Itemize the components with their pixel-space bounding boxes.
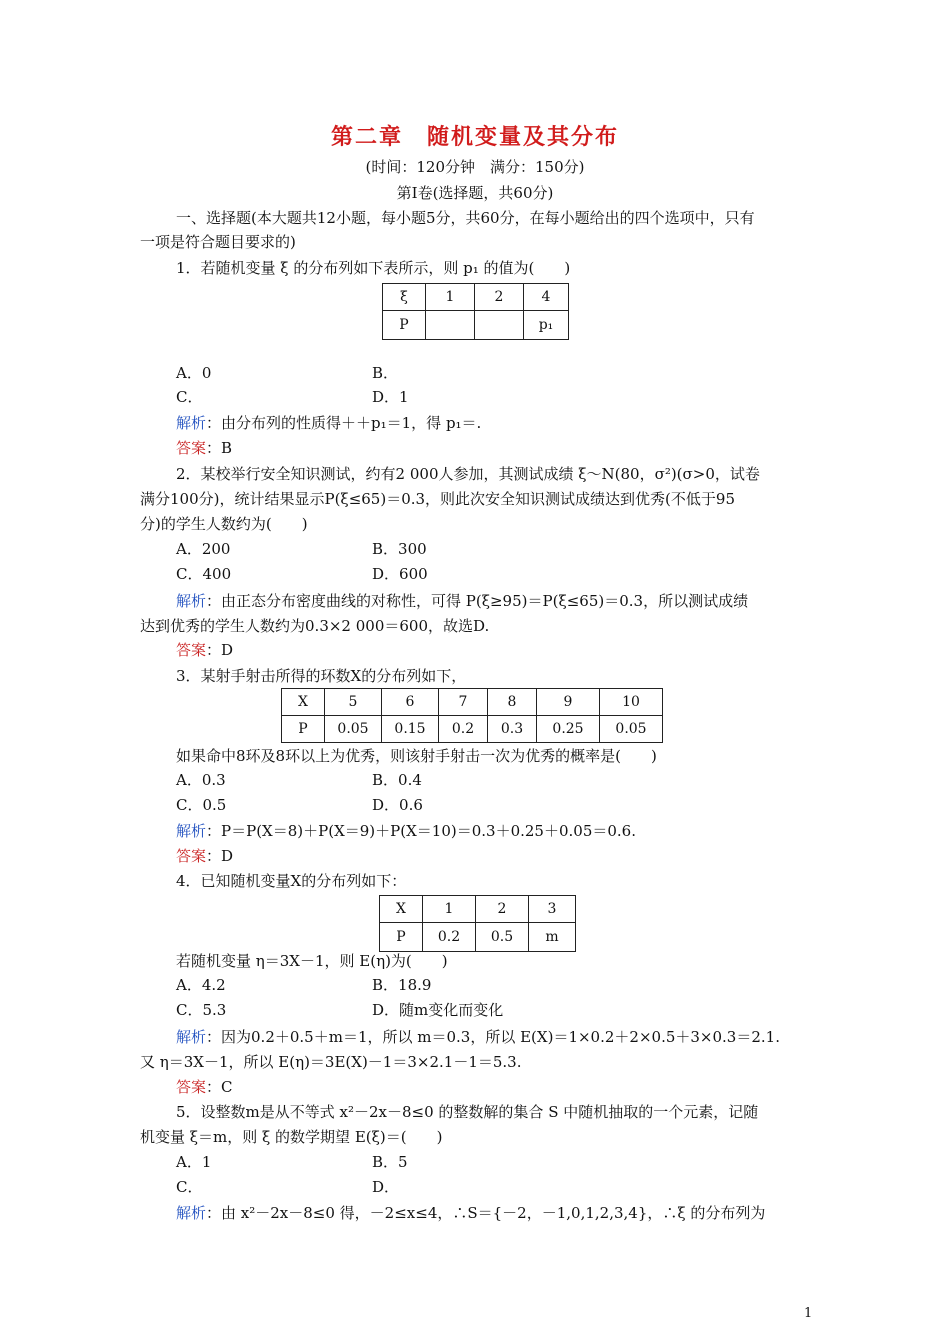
q3-option-b: B．0.4 — [372, 771, 422, 789]
table-cell: 2 — [475, 284, 524, 311]
q1-option-c: C． — [176, 388, 203, 406]
analysis-text: ：因为0.2＋0.5＋m＝1，所以 m＝0.3，所以 E(X)＝1×0.2＋2×0.5＋3×0.3＝2.1. — [206, 1028, 780, 1046]
analysis-text: ：由 x²－2x－8≤0 得，－2≤x≤4，∴S＝{－2，－1,0,1,2,3,4}，∴ξ 的分布列为 — [206, 1204, 766, 1222]
q4-option-c: C．5.3 — [176, 1001, 227, 1019]
table-cell: X — [282, 689, 325, 716]
q3-option-d: D．0.6 — [372, 796, 423, 814]
instruction-line-1: 一、选择题(本大题共12小题，每小题5分，共60分，在每小题给出的四个选项中，只有 — [176, 209, 755, 227]
q5-option-d: D． — [372, 1178, 400, 1196]
q4-answer — [176, 1075, 856, 1099]
answer-label: 答案 — [176, 847, 207, 865]
table-cell: ξ — [383, 284, 426, 311]
q2-option-a: A．200 — [176, 540, 231, 558]
answer-value: ：D — [206, 847, 234, 865]
answer-label: 答案 — [176, 439, 207, 457]
q3-answer — [176, 844, 856, 868]
question-4-text: 4．已知随机变量X的分布列如下： — [176, 872, 407, 890]
analysis-label: 解析 — [176, 1204, 207, 1222]
answer-value: ：D — [206, 641, 234, 659]
table-cell: 0.2 — [423, 923, 476, 952]
q2-option-d: D．600 — [372, 565, 428, 583]
q5-analysis — [176, 1201, 856, 1225]
table-cell: 2 — [476, 896, 529, 923]
table-cell: 0.15 — [382, 716, 439, 743]
question-4-prompt: 若随机变量 η＝3X－1，则 E(η)为( ) — [176, 952, 448, 970]
q2-analysis-line-2: 达到优秀的学生人数约为0.3×2 000＝600，故选D. — [140, 617, 490, 635]
q1-option-b: B． — [372, 364, 399, 382]
table-cell: p₁ — [524, 311, 569, 340]
analysis-label: 解析 — [176, 822, 207, 840]
q5-option-b: B．5 — [372, 1153, 408, 1171]
table-cell: X — [380, 896, 423, 923]
table-cell: 0.2 — [439, 716, 488, 743]
table-cell: 4 — [524, 284, 569, 311]
table-cell: 5 — [325, 689, 382, 716]
table-cell: 8 — [488, 689, 537, 716]
q2-option-b: B．300 — [372, 540, 427, 558]
question-2-line-2: 满分100分)，统计结果显示P(ξ≤65)＝0.3，则此次安全知识测试成绩达到优秀(不低于95 — [140, 490, 735, 508]
table-cell: 10 — [600, 689, 663, 716]
table-cell: P — [383, 311, 426, 340]
q3-analysis — [176, 819, 856, 843]
q1-answer — [176, 436, 856, 460]
section-title: 第Ⅰ卷(选择题，共60分) — [396, 184, 554, 202]
q1-option-a: A．0 — [176, 364, 212, 382]
table-cell: 0.5 — [476, 923, 529, 952]
table-cell: P — [282, 716, 325, 743]
question-3-prompt: 如果命中8环及8环以上为优秀，则该射手射击一次为优秀的概率是( ) — [176, 747, 657, 765]
q4-option-d: D．随m变化而变化 — [372, 1001, 504, 1019]
q1-analysis — [176, 411, 856, 435]
table-cell: 0.05 — [325, 716, 382, 743]
table-cell: 1 — [423, 896, 476, 923]
analysis-text: ：P＝P(X＝8)＋P(X＝9)＋P(X＝10)＝0.3＋0.25＋0.05＝0.6. — [206, 822, 636, 840]
q2-answer — [176, 638, 856, 662]
table-cell: 1 — [426, 284, 475, 311]
q4-analysis-line-1 — [176, 1025, 856, 1049]
page-number: 1 — [804, 1306, 813, 1321]
table-cell: 3 — [529, 896, 576, 923]
question-1-text: 1．若随机变量 ξ 的分布列如下表所示，则 p₁ 的值为( ) — [176, 259, 571, 277]
table-cell: 0.3 — [488, 716, 537, 743]
table-cell — [426, 311, 475, 340]
question-2-line-3: 分)的学生人数约为( ) — [140, 515, 308, 533]
q2-option-c: C．400 — [176, 565, 232, 583]
table-cell — [475, 311, 524, 340]
q3-distribution-table — [281, 688, 663, 743]
answer-label: 答案 — [176, 641, 207, 659]
table-cell: 0.05 — [600, 716, 663, 743]
q5-option-a: A．1 — [176, 1153, 212, 1171]
q4-option-a: A．4.2 — [176, 976, 226, 994]
q2-analysis-line-1 — [176, 589, 856, 613]
analysis-text: ：由正态分布密度曲线的对称性，可得 P(ξ≥95)＝P(ξ≤65)＝0.3，所以测试成绩 — [206, 592, 749, 610]
answer-value: ：B — [206, 439, 233, 457]
q3-option-c: C．0.5 — [176, 796, 227, 814]
analysis-label: 解析 — [176, 592, 207, 610]
answer-label: 答案 — [176, 1078, 207, 1096]
q3-option-a: A．0.3 — [176, 771, 226, 789]
table-cell: 7 — [439, 689, 488, 716]
analysis-label: 解析 — [176, 414, 207, 432]
table-cell: m — [529, 923, 576, 952]
q4-distribution-table — [379, 895, 576, 952]
q5-option-c: C． — [176, 1178, 203, 1196]
table-cell: 0.25 — [537, 716, 600, 743]
question-5-line-2: 机变量 ξ＝m，则 ξ 的数学期望 E(ξ)＝( ) — [140, 1128, 443, 1146]
table-cell: 9 — [537, 689, 600, 716]
table-cell: 6 — [382, 689, 439, 716]
analysis-text: ：由分布列的性质得＋＋p₁＝1，得 p₁＝. — [206, 414, 482, 432]
instruction-line-2: 一项是符合题目要求的) — [140, 233, 296, 251]
exam-info: (时间：120分钟 满分：150分) — [365, 158, 585, 176]
analysis-label: 解析 — [176, 1028, 207, 1046]
question-2-line-1: 2．某校举行安全知识测试，约有2 000人参加，其测试成绩 ξ～N(80，σ²)(σ>0，试卷 — [176, 465, 760, 483]
q1-option-d: D．1 — [372, 388, 409, 406]
table-cell: P — [380, 923, 423, 952]
chapter-title: 第二章 随机变量及其分布 — [330, 124, 619, 150]
question-3-text: 3．某射手射击所得的环数X的分布列如下， — [176, 667, 467, 685]
q4-analysis-line-2: 又 η＝3X－1，所以 E(η)＝3E(X)－1＝3×2.1－1＝5.3. — [140, 1053, 522, 1071]
question-5-line-1: 5．设整数m是从不等式 x²－2x－8≤0 的整数解的集合 S 中随机抽取的一个元素，记随 — [176, 1103, 759, 1121]
q4-option-b: B．18.9 — [372, 976, 432, 994]
answer-value: ：C — [206, 1078, 233, 1096]
q1-distribution-table — [382, 283, 569, 340]
